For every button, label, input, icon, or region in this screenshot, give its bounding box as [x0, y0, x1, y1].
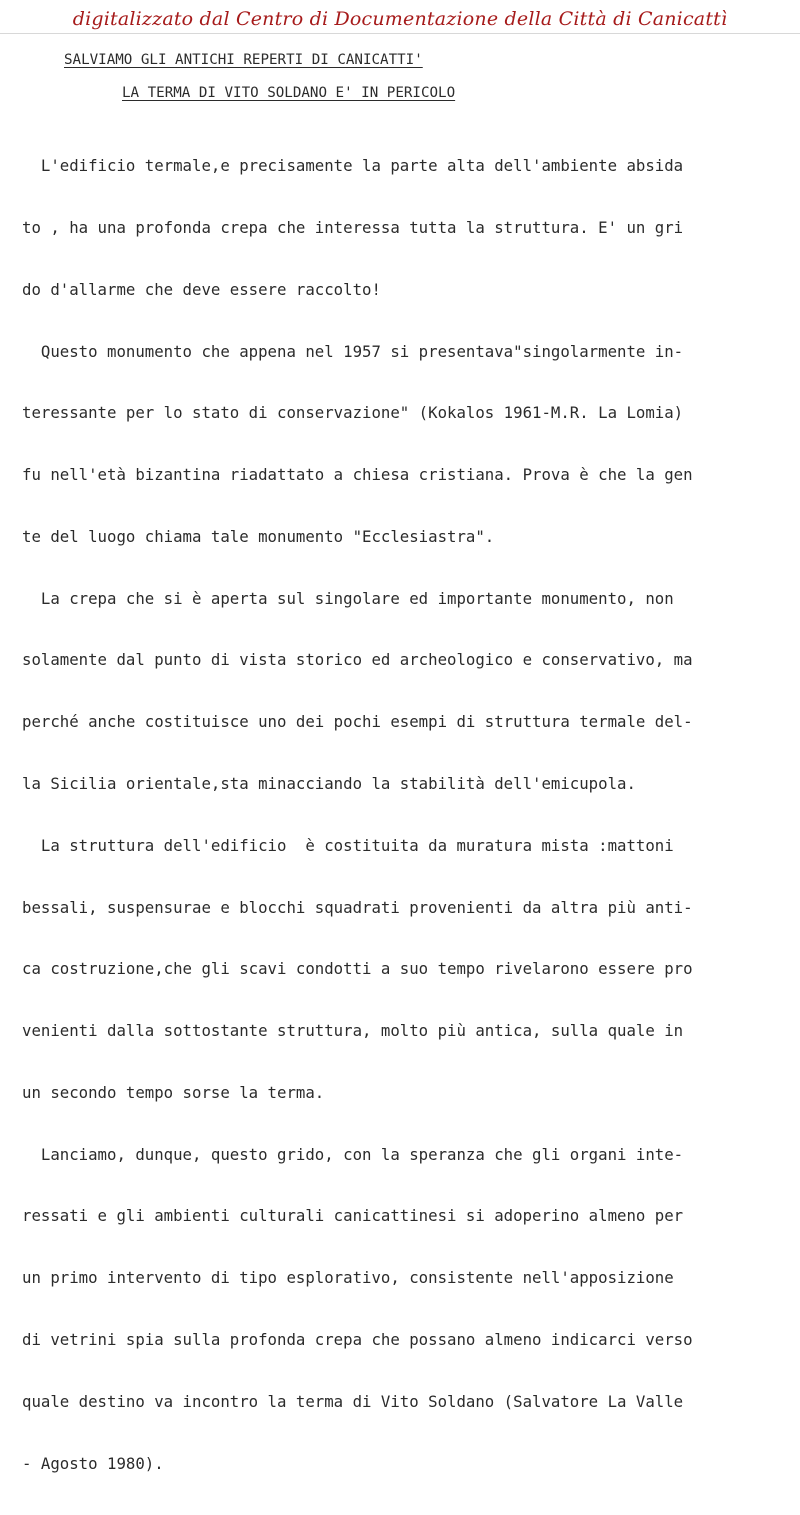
article-body — [22, 115, 693, 1515]
body-line: perché anche costituisce uno dei pochi esempi di struttura termale del- — [22, 712, 693, 732]
scan-edge-line — [0, 33, 800, 34]
body-line: ressati e gli ambienti culturali canicattinesi si adoperino almeno per — [22, 1206, 684, 1226]
body-line: do d'allarme che deve essere raccolto! — [22, 279, 381, 299]
body-line: quale destino va incontro la terma di Vito Soldano (Salvatore La Valle — [22, 1391, 684, 1411]
article-title: SALVIAMO GLI ANTICHI REPERTI DI CANICATTI' — [64, 52, 423, 68]
body-line: teressante per lo stato di conservazione" (Kokalos 1961-M.R. La Lomia) — [22, 403, 684, 423]
body-line: ca costruzione,che gli scavi condotti a suo tempo rivelarono essere pro — [22, 959, 693, 979]
body-line: un secondo tempo sorse la terma. — [22, 1082, 325, 1102]
body-line: venienti dalla sottostante struttura, molto più antica, sulla quale in — [22, 1021, 684, 1041]
body-line: La crepa che si è aperta sul singolare ed importante monumento, non — [22, 588, 674, 608]
body-line: solamente dal punto di vista storico ed archeologico e conservativo, ma — [22, 650, 693, 670]
body-line: te del luogo chiama tale monumento "Ecclesiastra". — [22, 526, 495, 546]
body-line: Questo monumento che appena nel 1957 si presentava"singolarmente in- — [22, 341, 684, 361]
body-line: di vetrini spia sulla profonda crepa che possano almeno indicarci verso — [22, 1330, 693, 1350]
body-line: La struttura dell'edificio è costituita da muratura mista :mattoni — [22, 835, 674, 855]
digitization-watermark: digitalizzato dal Centro di Documentazione della Città di Canicattì — [72, 8, 728, 30]
body-line: fu nell'età bizantina riadattato a chiesa cristiana. Prova è che la gen — [22, 465, 693, 485]
body-line: bessali, suspensurae e blocchi squadrati provenienti da altra più anti- — [22, 897, 693, 917]
body-line: Lanciamo, dunque, questo grido, con la speranza che gli organi inte- — [22, 1144, 684, 1164]
body-line: la Sicilia orientale,sta minacciando la stabilità dell'emicupola. — [22, 774, 636, 793]
body-line: un primo intervento di tipo esplorativo, consistente nell'apposizione — [22, 1268, 674, 1288]
article-subtitle: LA TERMA DI VITO SOLDANO E' IN PERICOLO — [122, 85, 456, 101]
body-line: to , ha una profonda crepa che interessa tutta la struttura. E' un gri — [22, 217, 684, 237]
body-line: - Agosto 1980). — [22, 1453, 164, 1473]
body-line: L'edificio termale,e precisamente la parte alta dell'ambiente absida — [22, 156, 684, 176]
